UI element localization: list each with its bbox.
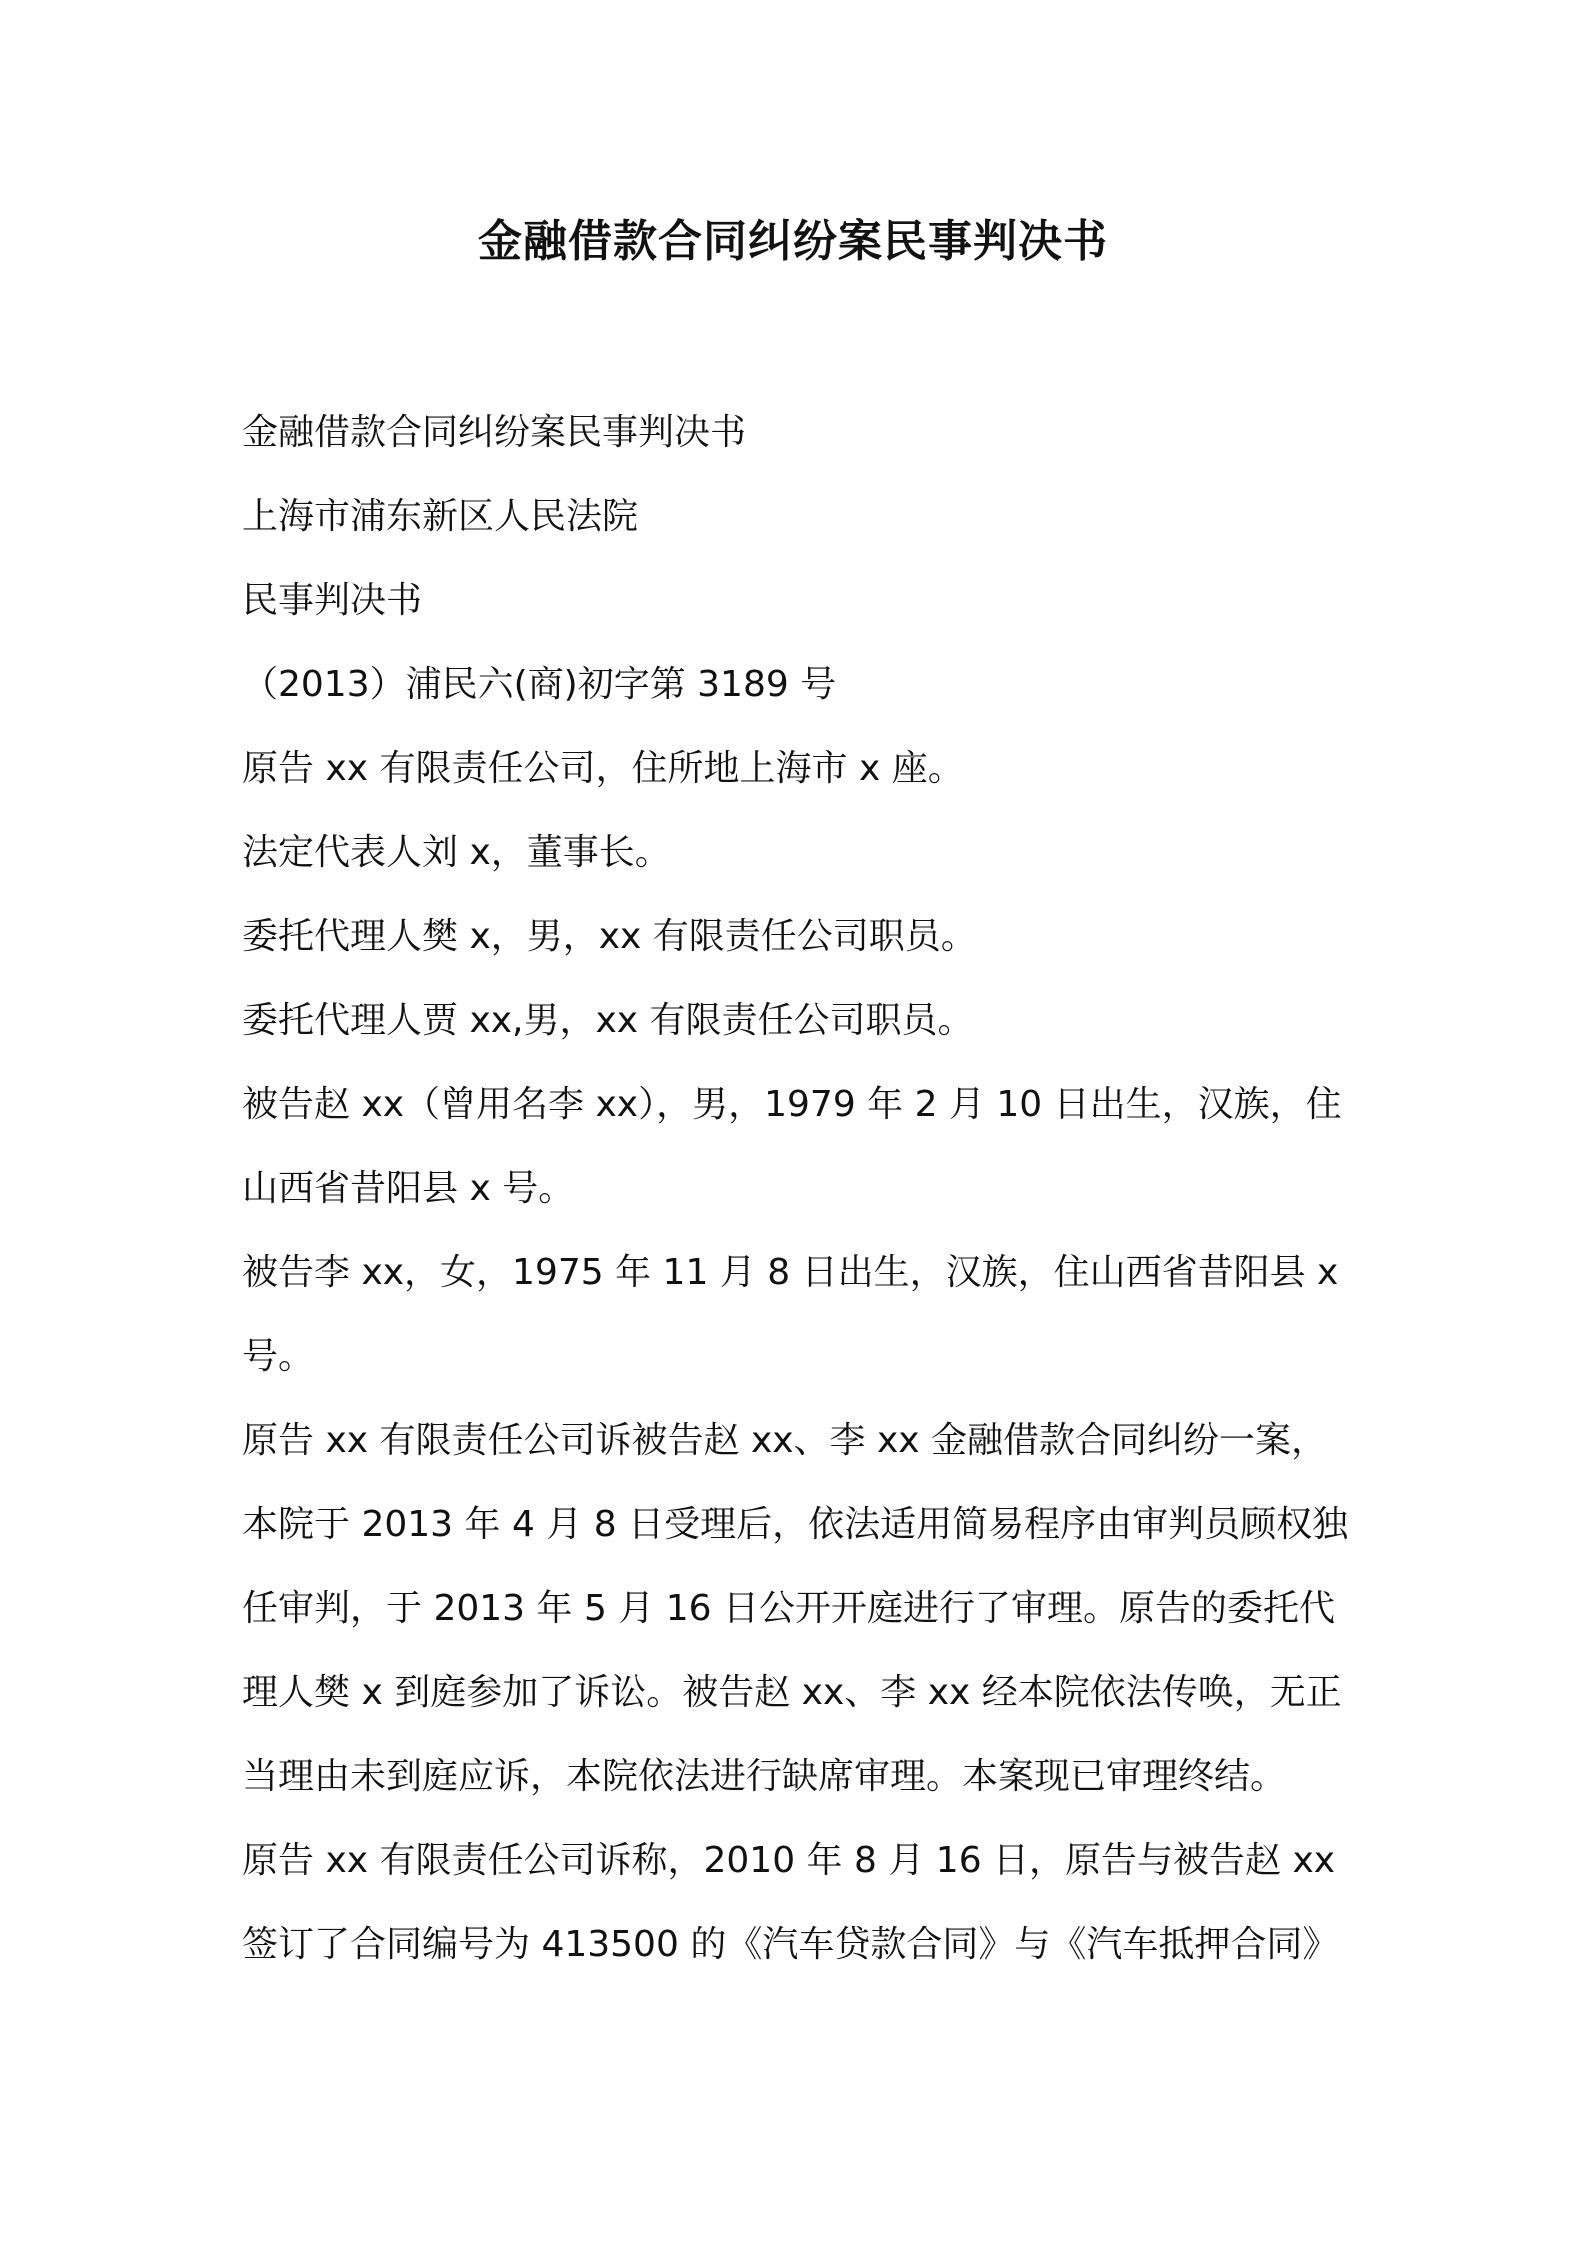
text-line: 被告李 xx，女，1975 年 11 月 8 日出生，汉族，住山西省昔阳县 x <box>242 1252 1339 1293</box>
document-title: 金融借款合同纠纷案民事判决书 <box>478 216 1108 267</box>
text-line: 号。 <box>242 1336 315 1377</box>
text-line: （2013）浦民六(商)初字第 3189 号 <box>242 664 837 705</box>
text-line: 山西省昔阳县 x 号。 <box>242 1168 575 1209</box>
text-line: 理人樊 x 到庭参加了诉讼。被告赵 xx、李 xx 经本院依法传唤，无正 <box>242 1672 1342 1713</box>
text-line: 委托代理人樊 x，男，xx 有限责任公司职员。 <box>242 916 977 957</box>
text-line: 金融借款合同纠纷案民事判决书 <box>242 412 747 453</box>
text-line: 本院于 2013 年 4 月 8 日受理后，依法适用简易程序由审判员顾权独 <box>242 1504 1349 1545</box>
text-line: 被告赵 xx（曾用名李 xx），男，1979 年 2 月 10 日出生，汉族，住 <box>242 1084 1342 1125</box>
text-line: 上海市浦东新区人民法院 <box>242 496 639 537</box>
text-line: 任审判，于 2013 年 5 月 16 日公开开庭进行了审理。原告的委托代 <box>242 1588 1335 1629</box>
text-line: 当理由未到庭应诉，本院依法进行缺席审理。本案现已审理终结。 <box>242 1756 1287 1797</box>
text-line: 委托代理人贾 xx,男，xx 有限责任公司职员。 <box>242 1000 974 1041</box>
text-line: 法定代表人刘 x，董事长。 <box>242 832 671 873</box>
text-line: 原告 xx 有限责任公司诉称，2010 年 8 月 16 日，原告与被告赵 xx <box>242 1840 1336 1881</box>
text-line: 签订了合同编号为 413500 的《汽车贷款合同》与《汽车抵押合同》 <box>242 1924 1339 1965</box>
text-line: 民事判决书 <box>242 580 423 621</box>
text-line: 原告 xx 有限责任公司诉被告赵 xx、李 xx 金融借款合同纠纷一案， <box>242 1420 1328 1461</box>
text-line: 原告 xx 有限责任公司，住所地上海市 x 座。 <box>242 748 964 789</box>
document-body <box>242 408 1362 2004</box>
